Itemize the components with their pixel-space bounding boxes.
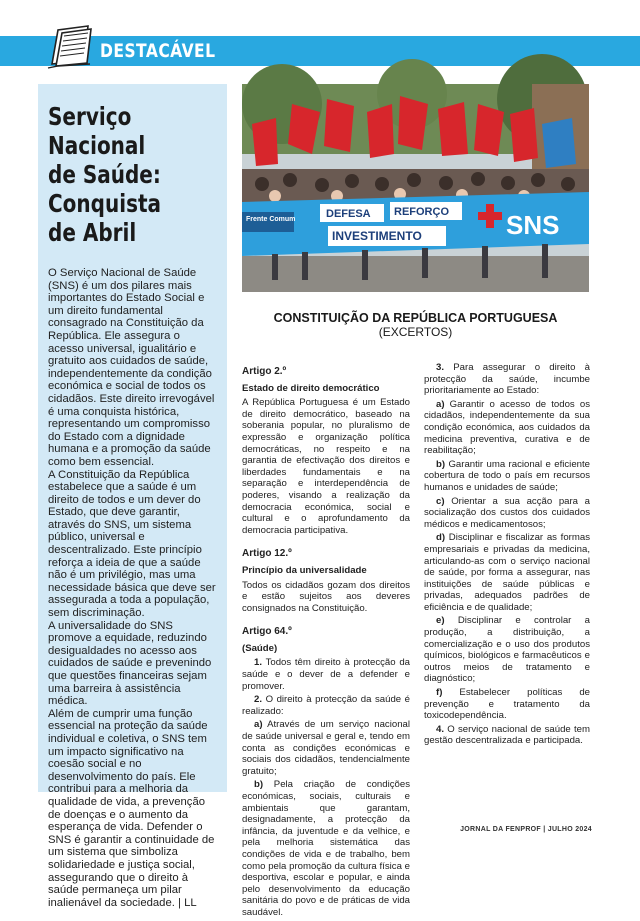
banner-reforco: REFORÇO	[394, 206, 449, 218]
constitution-column-left	[242, 366, 410, 921]
banner-frente-comum: Frente Comum	[246, 216, 296, 223]
paragraph-text: Orientar a sua acção para a socialização dos custos dos cuidados médicos e medicamentosos;	[424, 495, 590, 530]
paragraph-number: c)	[436, 495, 445, 507]
paragraph-number: d)	[436, 532, 446, 544]
sidebar-paragraph: A universalidade do SNS promove a equidade, reduzindo desigualdades no acesso aos cuidados de saúde e prevenindo que questões financeiras sejam uma barreira à assistência médica.	[48, 619, 212, 708]
sidebar-body	[48, 267, 217, 909]
article-text: A República Portuguesa é um Estado de direito democrático, baseado na soberania popular, no pluralismo de expressão e organização política democráticas, no respeito e na garantia de efectivação dos direitos e liberdades fundamentais e na separação e interdependência de poderes, visando a realização da democracia económica, social e cultural e o aprofundamento da democracia participativa.	[242, 397, 410, 536]
article-paragraph	[242, 657, 410, 692]
editorial-sidebar	[38, 84, 227, 909]
paragraph-text: Através de um serviço nacional de saúde universal e geral e, tendo em conta as condições económicas e sociais dos cidadãos, tendencialmente gratuito;	[242, 719, 411, 777]
page-footer: JORNAL DA FENPROF | JULHO 2024	[460, 826, 592, 833]
protest-photo	[242, 84, 589, 292]
paragraph-number: 4.	[436, 723, 445, 735]
sidebar-title-line: Serviço Nacional	[48, 102, 146, 160]
constitution-title: CONSTITUIÇÃO DA REPÚBLICA PORTUGUESA	[273, 311, 558, 325]
paragraph-text: Pela criação de condições económicas, sociais, culturais e ambientais que garantam, designadamente, a protecção da infância, da juventude e da velhice, e pela melhoria sistemática das condições de vida e de trabalho, bem como pela promoção da cultura física e desportiva, escolar e popular, e ainda pelo desenvolvimento da educação sanitária do povo e de práticas de vida saudável.	[242, 779, 410, 918]
paragraph-text: Disciplinar e fiscalizar as formas empresariais e privadas da medicina, articulando-as com o serviço nacional de saúde, por forma a assegurar, nas instituições de saúde públicas e privadas, adequados padrões de eficiência e de qualidade;	[424, 532, 590, 613]
paragraph-text: Estabelecer políticas de prevenção e tratamento da toxicodependência.	[424, 687, 590, 722]
article-paragraph	[424, 362, 590, 397]
article-paragraph	[242, 779, 410, 918]
banner-investimento: INVESTIMENTO	[332, 229, 422, 243]
paragraph-number: a)	[254, 719, 263, 731]
sidebar-title-line: de Abril	[48, 218, 137, 247]
paragraph-number: 3.	[436, 362, 445, 373]
article-paragraph	[424, 687, 590, 722]
paragraph-text: O direito à protecção da saúde é realizado:	[242, 694, 410, 717]
paragraph-text: Todos têm direito à protecção da saúde e o dever de a defender e promover.	[242, 657, 410, 692]
article-heading: Artigo 12.º	[242, 548, 292, 560]
paragraph-number: f)	[436, 687, 443, 699]
paragraph-text: Garantir o acesso de todos os cidadãos, independentemente da sua condição económica, aos cuidados da medicina preventiva, curativa e de reabilitação;	[424, 398, 590, 457]
article-paragraph	[424, 615, 590, 685]
paragraph-number: b)	[436, 458, 446, 470]
paragraph-number: a)	[436, 398, 445, 410]
sidebar-paragraph: Além de cumprir uma função essencial na proteção da saúde individual e coletiva, o SNS tem um impacto significativo na coesão social e no desenvolvimento do país. Ele contribui para a melhoria da qualidade de vida, a prevenção de doenças e o aumento da esperança de vida. Defender o SNS é garantir a continuidade de um sistema que simboliza solidariedade e justiça social, assegurando que o direito à saúde permaneça um pilar inalienável da sociedade. | LL	[48, 707, 215, 909]
article-paragraph	[424, 496, 590, 531]
article-subheading: Estado de direito democrático	[242, 382, 380, 394]
article-paragraph	[424, 459, 590, 494]
newspaper-icon	[44, 22, 100, 72]
sidebar-title	[48, 102, 232, 247]
paragraph-number: b)	[254, 779, 264, 791]
article-heading: Artigo 64.º	[242, 626, 292, 638]
paragraph-text: O serviço nacional de saúde tem gestão descentralizada e participada.	[424, 723, 590, 747]
article-paragraph	[424, 532, 590, 613]
article-paragraph	[424, 399, 590, 457]
protest-illustration	[242, 84, 589, 292]
article-paragraph	[242, 694, 410, 717]
sidebar-title-line: Conquista	[48, 189, 162, 218]
article-paragraph	[242, 719, 410, 777]
article-subheading: (Saúde)	[242, 642, 278, 654]
article-text: Todos os cidadãos gozam dos direitos e estão sujeitos aos deveres consignados na Constituição.	[242, 579, 410, 614]
sidebar-paragraph: O Serviço Nacional de Saúde (SNS) é um dos pilares mais importantes do Estado Social e um direito fundamental consagrado na Constituição da República. Ele assegura o acesso universal, igualitário e gratuito aos cuidados de saúde, independentemente da condição económica e social de todos os cidadãos. Este direito irrevogável é uma conquista histórica, representando um compromisso do Estado com a dignidade humana e a promoção da saúde como bem essencial.	[48, 267, 215, 468]
article-subheading: Princípio da universalidade	[242, 564, 367, 576]
paragraph-number: e)	[436, 615, 445, 627]
paragraph-text: Garantir uma racional e eficiente cobertura de todo o país em recursos humanos e unidades de saúde;	[424, 458, 590, 493]
constitution-column-right	[424, 362, 590, 749]
sidebar-paragraph: A Constituição da República estabelece que a saúde é um direito de todos e um dever do Estado, que deve garantir, através do SNS, um sistema público, universal e descentralizado. Este princípio reforça a ideia de que a saúde não é um privilégio, mas uma necessidade básica que deve ser assegurada a toda a população, sem discriminação.	[48, 468, 216, 620]
constitution-subtitle: (EXCERTOS)	[378, 325, 453, 339]
paragraph-text: Para assegurar o direito à protecção da saúde, incumbe prioritariamente ao Estado:	[424, 362, 590, 397]
article-paragraph	[424, 724, 590, 747]
paragraph-text: Disciplinar e controlar a produção, a distribuição, a comercialização e o uso dos produtos químicos, biológicos e farmacêuticos e outros meios de tratamento e diagnóstico;	[424, 615, 590, 685]
sidebar-title-line: de Saúde:	[48, 160, 161, 189]
paragraph-number: 2.	[254, 694, 263, 706]
banner-sns: SNS	[506, 210, 560, 240]
section-label: DESTACÁVEL	[100, 40, 216, 62]
paragraph-number: 1.	[254, 657, 263, 669]
article-heading: Artigo 2.º	[242, 366, 287, 377]
banner-defesa: DEFESA	[326, 208, 371, 220]
